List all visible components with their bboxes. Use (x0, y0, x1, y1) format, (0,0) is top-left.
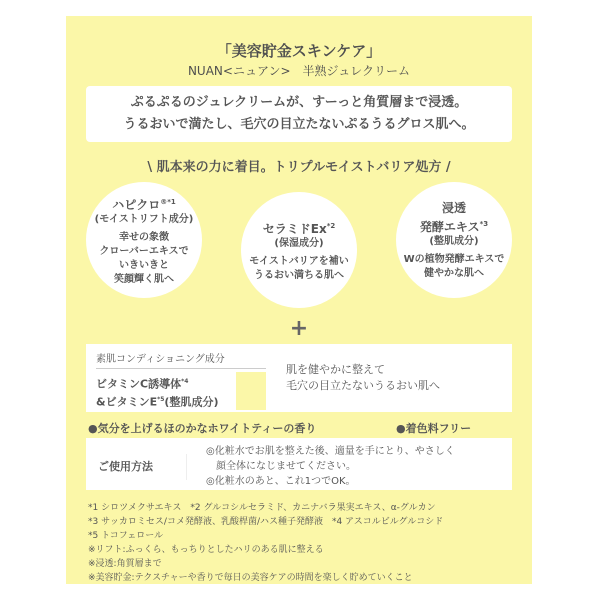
ingredient-note: *3 (479, 219, 489, 228)
ingredient-circle-hapikuro (86, 182, 202, 298)
ingredient-sub: (整肌成分) (429, 235, 479, 247)
ingredient-sub: (モイストリフト成分) (94, 213, 194, 225)
product-title: 「美容貯金スキンケア」 (216, 42, 382, 60)
product-info-panel (66, 16, 532, 584)
usage-label: ご使用方法 (98, 454, 187, 480)
ingredient-name: セラミドEx (262, 221, 327, 236)
conditioning-line-1: ビタミンC誘導体 (96, 377, 182, 391)
ingredient-sub: (保湿成分) (274, 237, 324, 249)
feature-colorant-free: ●着色料フリー (396, 422, 472, 435)
ingredient-name-line-1: 浸透 (441, 200, 466, 215)
ingredient-desc: 幸せの象徴 クローバーエキスで いきいきと 笑顔輝く肌へ (99, 231, 189, 285)
feature-fragrance: ●気分を上げるほのかなホワイトティーの香り (88, 422, 317, 435)
ingredient-note: *2 (326, 221, 336, 230)
footnote-line: ※浸透:角質層まで (88, 559, 162, 569)
footnote-line: *3 サッカロミセス/コメ発酵液、乳酸桿菌/ハス種子発酵液 *4 アスコルビルグルコシド (88, 517, 444, 527)
section-heading: \ 肌本来の力に着目。トリプルモイストバリア処方 / (147, 160, 451, 175)
ingredient-note: ®*1 (160, 197, 176, 206)
footnote-line: ※美容貯金:テクスチャーや香りで毎日の美容ケアの時間を楽しく貯めていくこと (88, 573, 413, 583)
conditioning-highlight (236, 372, 266, 410)
conditioning-ingredients: ビタミンC誘導体$^{*4}$ &ビタミン$E^{*5}$(整肌成分) (96, 377, 219, 409)
conditioning-label: 素肌コンディショニング成分 (96, 354, 225, 365)
conditioning-divider (96, 368, 266, 369)
intro-line-2: うるおいで満たし、毛穴の目立たないぷるうるグロス肌へ。 (123, 117, 475, 132)
usage-text: ◎化粧水でお肌を整えた後、適量を手にとり、やさしく 顔全体になじませてください。 ◎化粧水のあと、これ1つでOK。 (206, 446, 455, 487)
conditioning-line-2: &ビタミンE (96, 395, 158, 409)
product-subtitle: NUAN<ニュアン> 半熟ジュレクリーム (187, 64, 411, 78)
ingredient-name: ハピクロ (112, 197, 161, 212)
conditioning-desc: 肌を健やかに整えて 毛穴の目立たないうるおい肌へ (286, 363, 440, 392)
footnote-line: ※リフト:ふっくら、もっちりとしたハリのある肌に整える (88, 545, 324, 555)
intro-line-1: ぷるぷるのジュレクリームが、すーっと角質層まで浸透。 (130, 95, 468, 110)
ingredient-circle-ceramide (241, 192, 357, 308)
plus-sign: + (289, 316, 309, 341)
footnote-line: *1 シロツメクサエキス *2 グルコシルセラミド、カニナバラ果実エキス、α-グルカン (88, 503, 436, 513)
ingredient-desc: Wの植物発酵エキスで 健やかな肌へ (403, 253, 505, 279)
intro-box (86, 86, 512, 142)
ingredient-circle-ferment (396, 182, 512, 298)
ingredient-desc: モイストバリアを補い うるおい満ちる肌へ (249, 255, 349, 281)
ingredient-name: 発酵エキス (419, 219, 480, 234)
footnote-line: *5 トコフェロール (88, 531, 164, 541)
